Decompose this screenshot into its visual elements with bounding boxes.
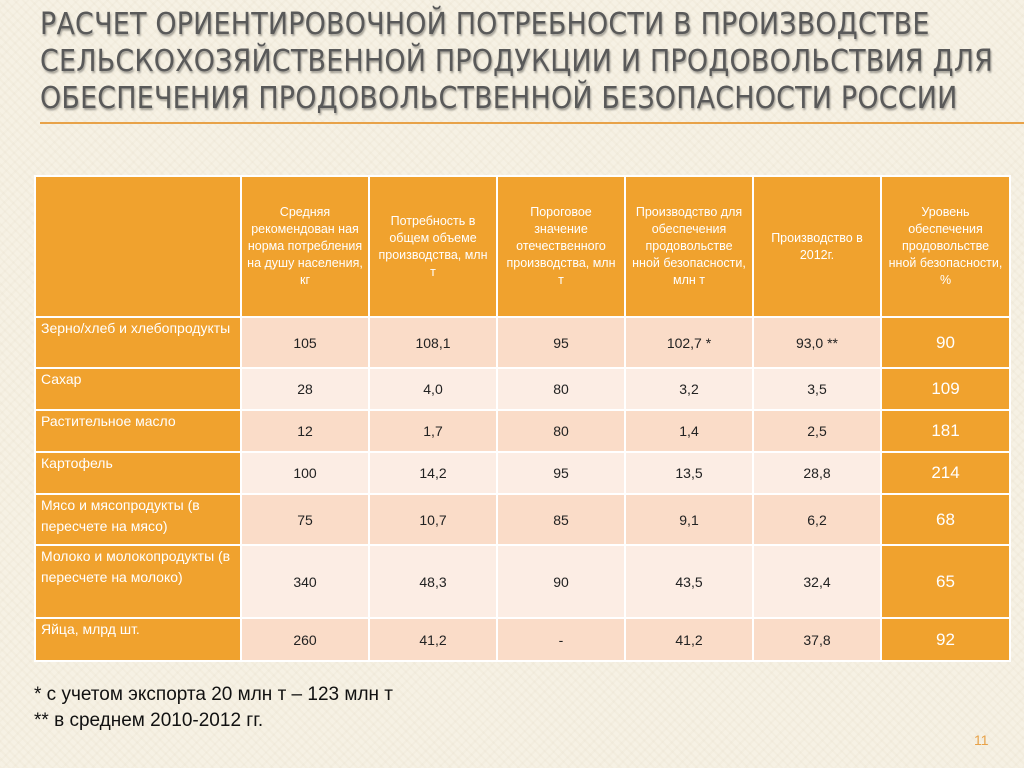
cell-required-production: 102,7 *: [625, 317, 753, 368]
cell-security-level: 92: [881, 618, 1010, 661]
cell-demand: 10,7: [369, 494, 497, 545]
column-header-threshold: Пороговое значение отечественного производства, млн т: [497, 176, 625, 317]
cell-norm: 100: [241, 452, 369, 494]
cell-production-2012: 3,5: [753, 368, 881, 410]
cell-norm: 340: [241, 545, 369, 618]
table-row: [35, 452, 1010, 494]
table-row: [35, 618, 1010, 661]
cell-threshold: 95: [497, 317, 625, 368]
cell-required-production: 3,2: [625, 368, 753, 410]
cell-threshold: 85: [497, 494, 625, 545]
slide-title-line-3: ОБЕСПЕЧЕНИЯ ПРОДОВОЛЬСТВЕННОЙ БЕЗОПАСНОСТИ РОССИИ: [40, 81, 958, 116]
cell-threshold: 80: [497, 410, 625, 452]
footnote-average: ** в среднем 2010-2012 гг.: [34, 710, 264, 731]
slide-title-line-2: СЕЛЬСКОХОЗЯЙСТВЕННОЙ ПРОДУКЦИИ И ПРОДОВОЛЬСТВИЯ ДЛЯ: [40, 44, 994, 79]
cell-threshold: 90: [497, 545, 625, 618]
cell-security-level: 214: [881, 452, 1010, 494]
cell-norm: 105: [241, 317, 369, 368]
cell-security-level: 68: [881, 494, 1010, 545]
footnotes: [34, 682, 393, 734]
cell-threshold: 80: [497, 368, 625, 410]
row-label: Сахар: [35, 368, 241, 410]
column-header-required-production: Производство для обеспечения продовольстве нной безопасности, млн т: [625, 176, 753, 317]
row-label: Мясо и мясопродукты (в пересчете на мясо): [35, 494, 241, 545]
column-header-production-2012: Производство в 2012г.: [753, 176, 881, 317]
cell-norm: 75: [241, 494, 369, 545]
cell-security-level: 181: [881, 410, 1010, 452]
slide-title: [40, 6, 1010, 117]
column-header-product: [35, 176, 241, 317]
cell-required-production: 43,5: [625, 545, 753, 618]
table-row: [35, 494, 1010, 545]
cell-demand: 4,0: [369, 368, 497, 410]
cell-production-2012: 32,4: [753, 545, 881, 618]
food-security-table: [34, 175, 1011, 662]
cell-norm: 260: [241, 618, 369, 661]
table-row: [35, 545, 1010, 618]
cell-demand: 48,3: [369, 545, 497, 618]
cell-security-level: 109: [881, 368, 1010, 410]
cell-demand: 1,7: [369, 410, 497, 452]
title-divider: [40, 122, 1024, 124]
cell-production-2012: 28,8: [753, 452, 881, 494]
cell-production-2012: 37,8: [753, 618, 881, 661]
cell-required-production: 13,5: [625, 452, 753, 494]
row-label: Картофель: [35, 452, 241, 494]
row-label: Растительное масло: [35, 410, 241, 452]
cell-required-production: 1,4: [625, 410, 753, 452]
cell-norm: 28: [241, 368, 369, 410]
column-header-demand: Потребность в общем объеме производства, млн т: [369, 176, 497, 317]
cell-demand: 41,2: [369, 618, 497, 661]
row-label: Молоко и молокопродукты (в пересчете на молоко): [35, 545, 241, 618]
cell-production-2012: 93,0 **: [753, 317, 881, 368]
cell-security-level: 90: [881, 317, 1010, 368]
cell-required-production: 41,2: [625, 618, 753, 661]
table-header-row: [35, 176, 1010, 317]
cell-threshold: -: [497, 618, 625, 661]
cell-demand: 108,1: [369, 317, 497, 368]
table-row: [35, 410, 1010, 452]
column-header-norm: Средняя рекомендован ная норма потребления на душу населения, кг: [241, 176, 369, 317]
footnote-export: * с учетом экспорта 20 млн т – 123 млн т: [34, 684, 394, 705]
page-number: 11: [974, 732, 989, 748]
table-row: [35, 317, 1010, 368]
cell-required-production: 9,1: [625, 494, 753, 545]
row-label: Зерно/хлеб и хлебопродукты: [35, 317, 241, 368]
column-header-security-level: Уровень обеспечения продовольстве нной безопасности, %: [881, 176, 1010, 317]
cell-production-2012: 2,5: [753, 410, 881, 452]
cell-production-2012: 6,2: [753, 494, 881, 545]
cell-norm: 12: [241, 410, 369, 452]
slide-title-line-1: РАСЧЕТ ОРИЕНТИРОВОЧНОЙ ПОТРЕБНОСТИ В ПРОИЗВОДСТВЕ: [40, 7, 930, 42]
cell-threshold: 95: [497, 452, 625, 494]
table-row: [35, 368, 1010, 410]
cell-demand: 14,2: [369, 452, 497, 494]
cell-security-level: 65: [881, 545, 1010, 618]
row-label: Яйца, млрд шт.: [35, 618, 241, 661]
